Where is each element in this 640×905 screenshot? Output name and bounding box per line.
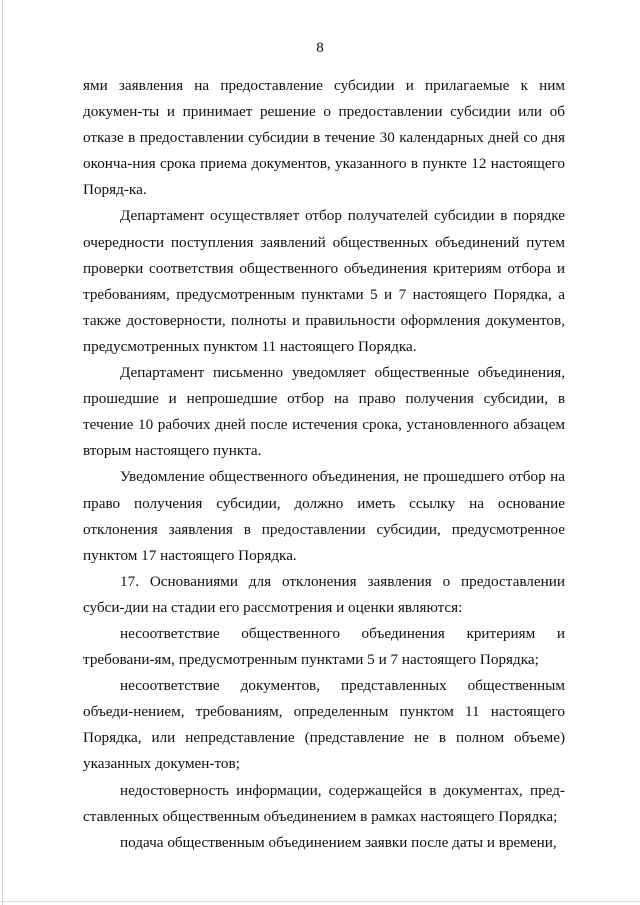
paragraph: Департамент письменно уведомляет общественные объединения, прошедшие и непрошедшие отбор на право получения субсидии, в течение 10 рабочих дней после истечения срока, установленного абзацем вторым настоящего пункта.	[83, 364, 565, 460]
paragraph: Департамент осуществляет отбор получателей субсидии в порядке очередности поступления заявлений общественных объединений путем проверки соответствия общественного объединения критериям отбора и требованиям, предусмотренным пунктами 5 и 7 настоящего Порядка, а также достоверности, полноты и правильности оформления документов, предусмотренных пунктом 11 настоящего Порядка.	[83, 207, 565, 355]
page-number: 8	[316, 40, 324, 56]
paragraph: подача общественным объединением заявки после даты и времени,	[120, 833, 557, 851]
paragraph: 17. Основаниями для отклонения заявления о предоставлении субси-дии на стадии его рассмотрения и оценки являются:	[83, 572, 565, 616]
paragraph: несоответствие общественного объединения критериям и требовани-ям, предусмотренным пунктами 5 и 7 настоящего Порядка;	[83, 624, 565, 669]
page-edge-left	[2, 0, 3, 905]
page-edge-bottom	[0, 901, 640, 902]
document-body	[83, 73, 565, 856]
paragraph: недостоверность информации, содержащейся в документах, пред-ставленных общественным объединением в рамках настоящего Порядка;	[83, 781, 565, 825]
paragraph: несоответствие документов, представленных общественным объеди-нением, требованиям, определенным пунктом 11 настоящего Порядка, или непредставление (представление не в полном объеме) указанных докумен-тов;	[83, 677, 565, 773]
paragraph: ями заявления на предоставление субсидии и прилагаемые к ним докумен-ты и принимает решение о предоставлении субсидии или об отказе в предоставлении субсидии в течение 30 календарных дней со дня оконча-ния срока приема документов, указанного в пункте 12 настоящего Поряд-ка.	[83, 77, 565, 199]
paragraph: Уведомление общественного объединения, не прошедшего отбор на право получения субсидии, должно иметь ссылку на основание отклонения заявления в предоставлении субсидии, предусмотренное пунктом 17 настоящего Порядка.	[83, 468, 565, 564]
